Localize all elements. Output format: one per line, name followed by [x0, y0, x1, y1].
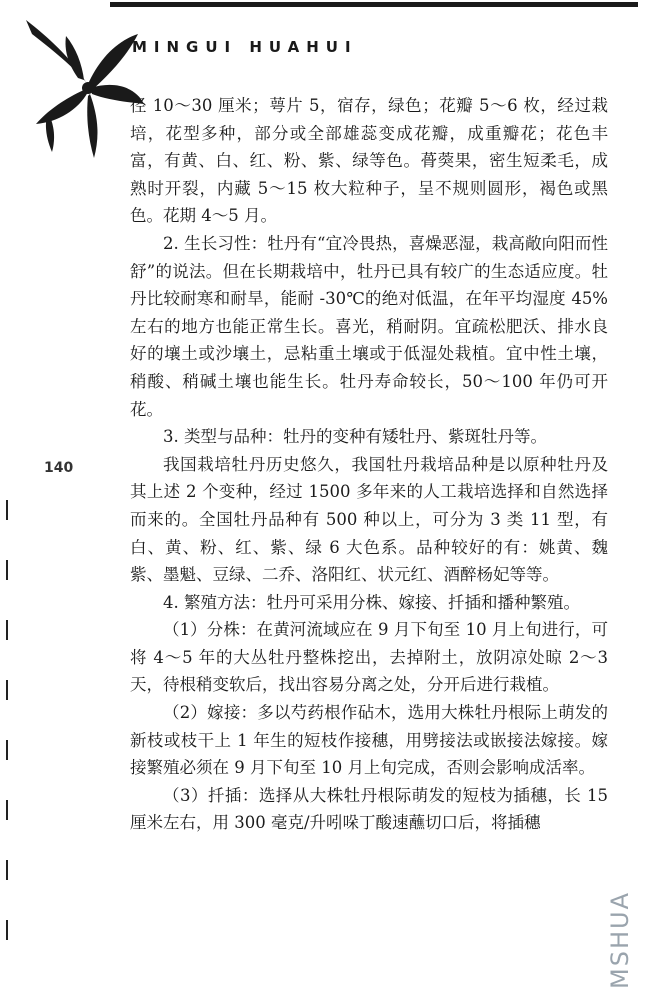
paragraph: 径 10～30 厘米；萼片 5，宿存，绿色；花瓣 5～6 枚，经过栽培，花型多种，部分或全部雄蕊变成花瓣，成重瓣花；花色丰富，有黄、白、红、粉、紫、绿等色。蓇葖果，密生短柔毛，成熟时开裂，内藏 5～15 枚大粒种子，呈不规则圆形，褐色或黑色。花期 4～5 月。 — [130, 96, 608, 226]
watermark: MSHUA — [606, 891, 634, 989]
page-number: 140 — [44, 460, 74, 476]
paragraph: 3. 类型与品种：牡丹的变种有矮牡丹、紫斑牡丹等。 — [163, 427, 547, 447]
paragraph: （1）分株：在黄河流域应在 9 月下旬至 10 月上旬进行，可将 4～5 年的大丛牡丹整株挖出，去掉附土，放阴凉处晾 2～3 天，待根稍变软后，找出容易分离之处，分开后进行栽植。 — [130, 620, 608, 695]
paragraph: 2. 生长习性：牡丹有“宜冷畏热，喜燥恶湿，栽高敞向阳而性舒”的说法。但在长期栽培中，牡丹已具有较广的生态适应度。牡丹比较耐寒和耐旱，能耐 -30℃的绝对低温，在年平均湿度 45%左右的地方也能正常生长。喜光，稍耐阴。宜疏松肥沃、排水良好的壤土或沙壤土，忌粘重土壤或于低湿处栽植。宜中性土壤，稍酸、稍碱土壤也能生长。牡丹寿命较长，50～100 年仍可开花。 — [130, 233, 608, 419]
paragraph: 4. 繁殖方法：牡丹可采用分株、嫁接、扦插和播种繁殖。 — [163, 592, 580, 612]
orchid-flower-icon — [18, 12, 148, 162]
paragraph: （3）扦插：选择从大株牡丹根际萌发的短枝为插穗，长 15 厘米左右，用 300 毫克/升吲哚丁酸速蘸切口后，将插穗 — [130, 785, 608, 833]
body-text — [130, 92, 608, 837]
margin-marks — [0, 500, 16, 960]
top-rule — [110, 2, 638, 7]
paragraph: （2）嫁接：多以芍药根作砧木，选用大株牡丹根际上萌发的新枝或枝干上 1 年生的短枝作接穗，用劈接法或嵌接法嫁接。嫁接繁殖必须在 9 月下旬至 10 月上旬完成，否则会影响成活率。 — [130, 703, 608, 778]
paragraph: 我国栽培牡丹历史悠久，我国牡丹栽培品种是以原种牡丹及其上述 2 个变种，经过 1500 多年来的人工栽培选择和自然选择而来的。全国牡丹品种有 500 种以上，可分为 3 类 11 型，有白、黄、粉、红、紫、绿 6 大色系。品种较好的有：姚黄、魏紫、墨魁、豆绿、二乔、洛阳红、状元红、酒醉杨妃等等。 — [130, 454, 608, 585]
page-header-title: MINGUI HUAHUI — [132, 38, 358, 56]
